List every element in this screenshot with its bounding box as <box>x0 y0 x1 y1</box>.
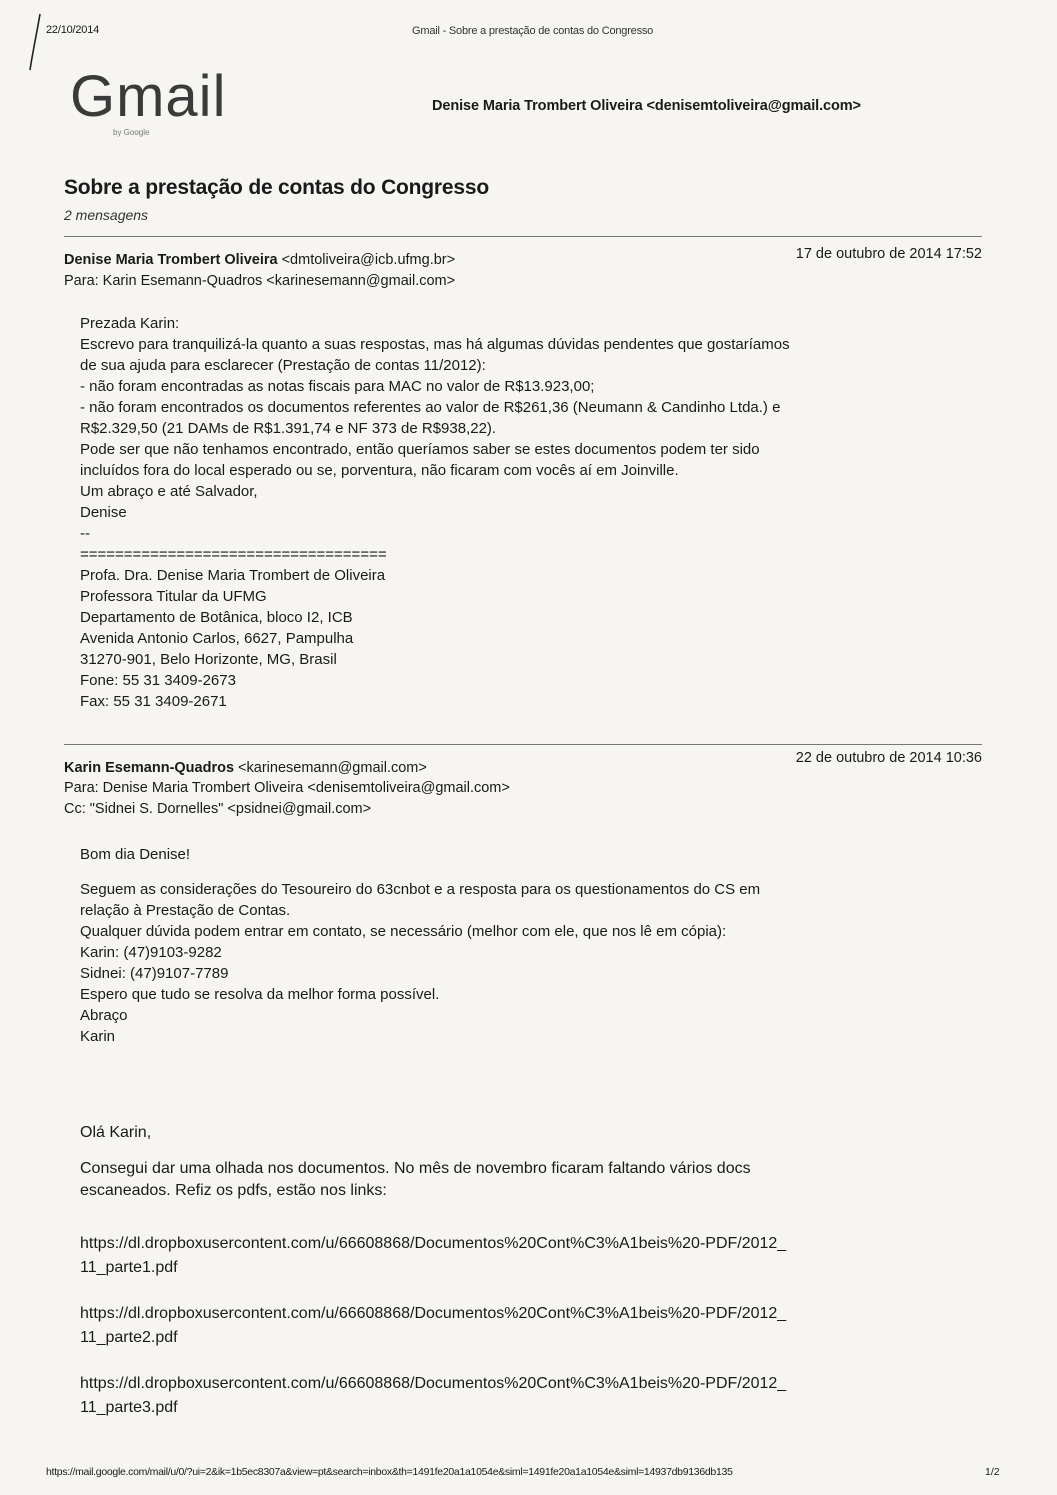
body-line: Karin <box>80 1028 116 1045</box>
link-line[interactable]: https://dl.dropboxusercontent.com/u/66608868/Documentos%20Cont%C3%A1beis%20-PDF/2012_ <box>80 1235 787 1252</box>
message-2-sender <box>64 760 427 776</box>
signature-line: Avenida Antonio Carlos, 6627, Pampulha <box>80 630 354 647</box>
dropbox-link-1[interactable] <box>80 1232 980 1280</box>
quoted-line: Olá Karin, <box>80 1124 152 1141</box>
body-line: relação à Prestação de Contas. <box>80 902 291 919</box>
signature-line: Professora Titular da UFMG <box>80 588 267 605</box>
logo-subtext: by Google <box>113 128 150 137</box>
gmail-logo <box>70 64 250 150</box>
print-date: 22/10/2014 <box>46 24 100 36</box>
dropbox-link-2[interactable] <box>80 1302 980 1350</box>
signature-line: Fone: 55 31 3409-2673 <box>80 672 236 689</box>
signature-line: Profa. Dra. Denise Maria Trombert de Oliveira <box>80 567 386 584</box>
print-header-title: Gmail - Sobre a prestação de contas do Congresso <box>412 25 654 37</box>
body-line: Escrevo para tranquilizá-la quanto a suas respostas, mas há algumas dúvidas pendentes que gostaríamos <box>80 336 790 353</box>
body-line: - não foram encontrados os documentos referentes ao valor de R$261,36 (Neumann & Candinho Ltda.) e <box>80 399 781 416</box>
quoted-line: Consegui dar uma olhada nos documentos. No mês de novembro ficaram faltando vários docs <box>80 1160 751 1177</box>
thread-title: Sobre a prestação de contas do Congresso <box>64 176 489 199</box>
message-1-sender <box>64 252 455 268</box>
sender-name: Karin Esemann-Quadros <box>64 760 235 776</box>
body-line: Pode ser que não tenhamos encontrado, então queríamos saber se estes documentos podem ter sido <box>80 441 760 458</box>
body-line: de sua ajuda para esclarecer (Prestação de contas 11/2012): <box>80 357 486 374</box>
message-2-date: 22 de outubro de 2014 10:36 <box>795 750 982 766</box>
body-line: Espero que tudo se resolva da melhor forma possível. <box>80 986 440 1003</box>
blank-line <box>80 1144 980 1158</box>
body-line: - não foram encontradas as notas fiscais para MAC no valor de R$13.923,00; <box>80 378 595 395</box>
body-line: Um abraço e até Salvador, <box>80 483 258 500</box>
sender-email: <karinesemann@gmail.com> <box>238 760 427 776</box>
pen-mark-icon <box>26 12 48 72</box>
body-line: Prezada Karin: <box>80 315 180 332</box>
quoted-line: escaneados. Refiz os pdfs, estão nos links: <box>80 1182 387 1199</box>
divider <box>64 744 982 745</box>
body-line: Bom dia Denise! <box>80 846 191 863</box>
link-line[interactable]: https://dl.dropboxusercontent.com/u/66608868/Documentos%20Cont%C3%A1beis%20-PDF/2012_ <box>80 1375 787 1392</box>
message-1-date: 17 de outubro de 2014 17:52 <box>795 246 982 262</box>
signature-separator: -- <box>80 525 90 542</box>
message-1-to: Para: Karin Esemann-Quadros <karinesemann@gmail.com> <box>64 273 456 289</box>
blank-line <box>80 865 980 879</box>
signature-rule: =================================== <box>80 546 387 563</box>
body-line: Sidnei: (47)9107-7789 <box>80 965 229 982</box>
signature-line: Fax: 55 31 3409-2671 <box>80 693 227 710</box>
sender-name: Denise Maria Trombert Oliveira <box>64 252 278 268</box>
link-line[interactable]: 11_parte3.pdf <box>80 1399 178 1416</box>
body-line: Abraço <box>80 1007 128 1024</box>
account-address: Denise Maria Trombert Oliveira <denisemtoliveira@gmail.com> <box>432 98 861 114</box>
signature-line: 31270-901, Belo Horizonte, MG, Brasil <box>80 651 337 668</box>
body-line: Seguem as considerações do Tesoureiro do 63cnbot e a resposta para os questionamentos do CS em <box>80 881 761 898</box>
signature-line: Departamento de Botânica, bloco I2, ICB <box>80 609 353 626</box>
body-line: R$2.329,50 (21 DAMs de R$1.391,74 e NF 373 de R$938,22). <box>80 420 497 437</box>
quoted-message <box>80 1122 980 1202</box>
body-line: incluídos fora do local esperado ou se, porventura, não ficaram com vocês aí em Joinville. <box>80 462 679 479</box>
sender-email: <dmtoliveira@icb.ufmg.br> <box>281 252 456 268</box>
message-2-cc: Cc: "Sidnei S. Dornelles" <psidnei@gmail.com> <box>64 801 372 817</box>
message-2-to: Para: Denise Maria Trombert Oliveira <denisemtoliveira@gmail.com> <box>64 780 510 796</box>
body-line: Karin: (47)9103-9282 <box>80 944 222 961</box>
page-number: 1/2 <box>985 1466 1000 1478</box>
divider <box>64 236 982 237</box>
dropbox-link-3[interactable] <box>80 1372 980 1420</box>
body-line: Qualquer dúvida podem entrar em contato, se necessário (melhor com ele, que nos lê em cópia): <box>80 923 727 940</box>
link-line[interactable]: 11_parte2.pdf <box>80 1329 178 1346</box>
message-count: 2 mensagens <box>64 207 149 223</box>
message-1-body <box>80 313 980 712</box>
gmail-logo-text: Gmail <box>70 64 227 129</box>
message-2-body <box>80 844 980 1047</box>
footer-url: https://mail.google.com/mail/u/0/?ui=2&ik=1b5ec8307a&view=pt&search=inbox&th=1491fe20a1a1054e&siml=1491fe20a1a1054e&siml=14937db9136db135 <box>46 1466 733 1478</box>
link-line[interactable]: 11_parte1.pdf <box>80 1259 178 1276</box>
link-line[interactable]: https://dl.dropboxusercontent.com/u/66608868/Documentos%20Cont%C3%A1beis%20-PDF/2012_ <box>80 1305 787 1322</box>
body-line: Denise <box>80 504 127 521</box>
